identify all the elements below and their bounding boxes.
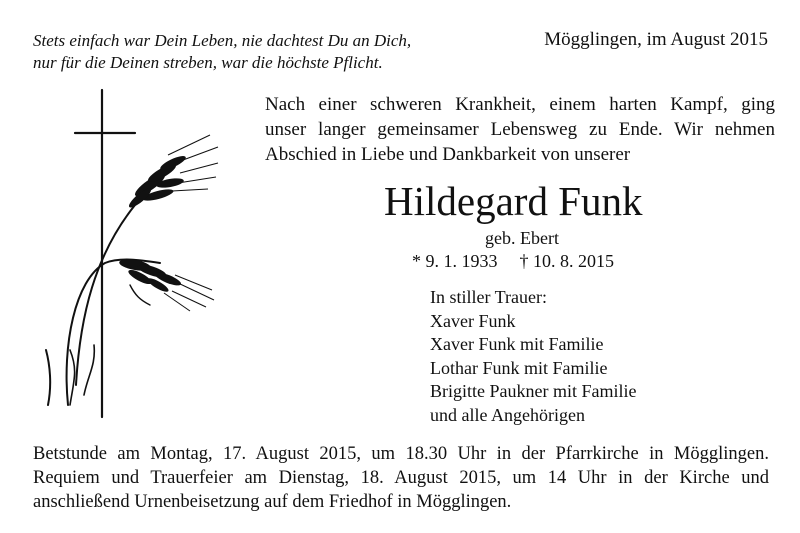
death-date: † 10. 8. 2015 — [519, 251, 614, 271]
motto-line: Stets einfach war Dein Leben, nie dachtest Du an Dich, — [33, 31, 412, 50]
maiden-name: geb. Ebert — [485, 228, 559, 248]
life-dates — [412, 249, 614, 273]
mourner-entry: Xaver Funk mit Familie — [430, 334, 604, 354]
motto-line: nur für die Deinen streben, war die höchste Pflicht. — [33, 53, 383, 72]
mourner-entry: und alle Angehörigen — [430, 404, 585, 425]
intro-line: Abschied in Liebe und Dankbarkeit von unserer — [265, 144, 631, 165]
service-line: anschließend Urnenbeisetzung auf dem Friedhof in Mögglingen. — [33, 492, 512, 512]
mourner-entry: Lothar Funk mit Familie — [430, 357, 608, 378]
intro-line: Nach einer schweren Krankheit, einem harten Kampf, ging — [265, 94, 775, 115]
mourner-entry: Brigitte Paukner mit Familie — [430, 381, 637, 401]
mourner-entry: Xaver Funk — [430, 310, 516, 331]
birth-date: * 9. 1. 1933 — [412, 251, 498, 271]
intro-text — [265, 92, 775, 167]
place-date: Mögglingen, im August 2015 — [544, 29, 768, 50]
service-line: Requiem und Trauerfeier am Dienstag, 18. August 2015, um 14 Uhr in der Kirche und — [33, 468, 769, 488]
intro-line: unser langer gemeinsamer Lebensweg zu Ende. Wir nehmen — [265, 119, 775, 140]
mourners-heading: In stiller Trauer: — [430, 287, 547, 307]
service-line: Betstunde am Montag, 17. August 2015, um 18.30 Uhr in der Pfarrkirche in Mögglingen. — [33, 444, 769, 464]
service-details — [33, 442, 769, 514]
cross-with-wheat-icon — [40, 85, 230, 425]
deceased-name: Hildegard Funk — [384, 178, 643, 224]
mourners-list — [430, 286, 636, 427]
motto-verse — [33, 30, 411, 74]
